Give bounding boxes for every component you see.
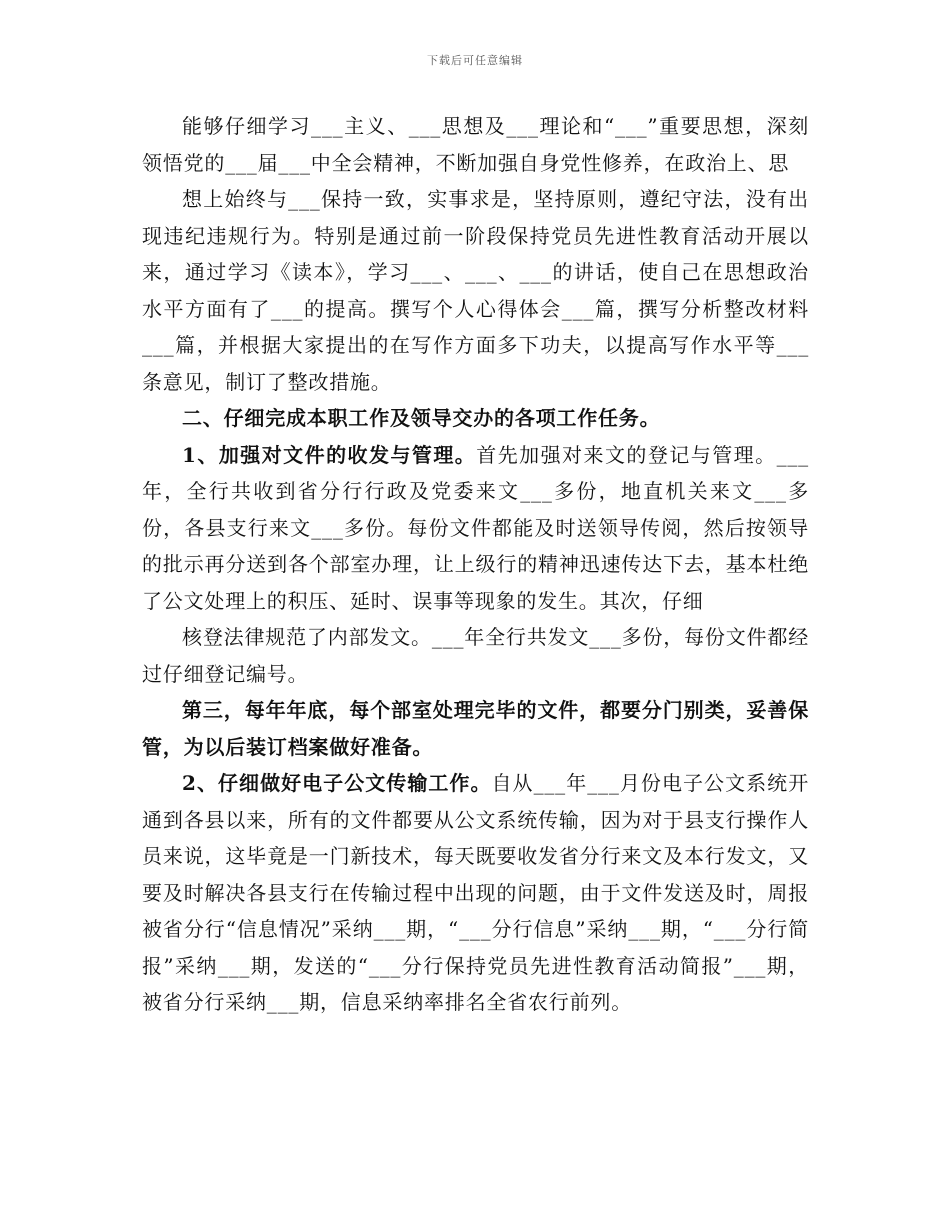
paragraph-document-management [142, 437, 809, 620]
section-heading-duties: 二、仔细完成本职工作及领导交办的各项工作任务。 [182, 406, 661, 430]
item-heading-document-management: 1、加强对文件的收发与管理。 [182, 442, 477, 467]
paragraph-electronic-docs [142, 765, 809, 1021]
document-body [142, 108, 809, 1021]
item-heading-electronic-docs: 2、仔细做好电子公文传输工作。 [182, 771, 492, 795]
paragraph-document-management-text: 首先加强对来文的登记与管理。___年，全行共收到省分行行政及党委来文___多份，地直机关来文___多份，各县支行来文___多份。每份文件都能及时送领导传阅，然后按领导的批示再分送到各个部室办理，让上级行的精神迅速传达下去，基本杜绝了公文处理上的积压、延时、误事等现象的发生。其次，仔细 [142, 442, 809, 613]
paragraph-archiving: 第三，每年年底，每个部室处理完毕的文件，都要分门别类，妥善保管，为以后装订档案做好准备。 [142, 698, 809, 759]
paragraph-electronic-docs-text: 自从___年___月份电子公文系统开通到各县以来，所有的文件都要从公文系统传输，因为对于县支行操作人员来说，这毕竟是一门新技术，每天既要收发省分行来文及本行发文，又要及时解决各县支行在传输过程中出现的问题，由于文件发送及时，周报被省分行“信息情况”采纳___期，“___分行信息”采纳___期，“___分行简报”采纳___期，发送的“___分行保持党员先进性教育活动简报”___期，被省分行采纳___期，信息采纳率排名全省农行前列。 [142, 771, 809, 1014]
page-header: 下载后可任意编辑 [427, 54, 523, 67]
paragraph-study: 能够仔细学习___主义、___思想及___理论和“___”重要思想，深刻领悟党的___届___中全会精神，不断加强自身党性修养，在政治上、思 [142, 114, 809, 175]
paragraph-political-stance: 想上始终与___保持一致，实事求是，坚持原则，遵纪守法，没有出现违纪违规行为。特别是通过前一阶段保持党员先进性教育活动开展以来，通过学习《读本》，学习___、___、___的讲话，使自己在思想政治水平方面有了___的提高。撰写个人心得体会___篇，撰写分析整改材料___篇，并根据大家提出的在写作方面多下功夫，以提高写作水平等___条意见，制订了整改措施。 [142, 187, 809, 394]
paragraph-internal-docs: 核登法律规范了内部发文。___年全行共发文___多份，每份文件都经过仔细登记编号。 [142, 625, 809, 686]
